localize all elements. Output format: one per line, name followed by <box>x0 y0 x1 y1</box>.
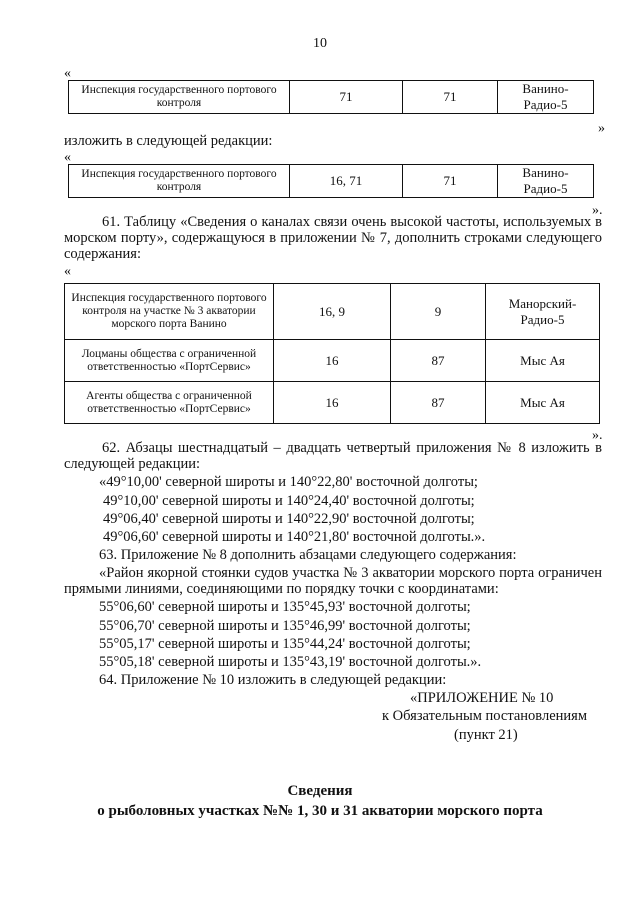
table-row <box>69 81 594 114</box>
section-heading: Сведения <box>287 783 353 799</box>
channel-cell: 71 <box>403 165 498 198</box>
coord-line: 49°10,00' северной широты и 140°24,40' восточной долготы; <box>103 493 475 509</box>
close-quote: ». <box>592 428 603 443</box>
coord-line: 49°06,40' северной широты и 140°22,90' восточной долготы; <box>103 511 475 527</box>
callsign-cell: Мыс Ая <box>486 340 600 382</box>
replace-phrase: изложить в следующей редакции: <box>64 133 273 149</box>
coord-line: 55°05,17' северной широты и 135°44,24' восточной долготы; <box>99 636 471 652</box>
callsign-cell: Ванино-Радио-5 <box>498 81 594 114</box>
channel-cell: 71 <box>290 81 403 114</box>
channel-cell: 9 <box>391 284 486 340</box>
channel-cell: 16 <box>274 340 391 382</box>
paragraph-62: 62. Абзацы шестнадцатый – двадцать четвертый приложения № 8 изложить в следующей редакции: <box>64 440 602 472</box>
station-name-cell: Инспекция государственного портового контроля на участке № 3 акватории морского порта Ванино <box>65 284 274 340</box>
coord-line: 55°06,60' северной широты и 135°45,93' восточной долготы; <box>99 599 471 615</box>
appendix-clause: (пункт 21) <box>454 727 518 743</box>
close-quote: » <box>598 121 605 136</box>
paragraph-64: 64. Приложение № 10 изложить в следующей редакции: <box>99 672 447 688</box>
paragraph-61: 61. Таблицу «Сведения о каналах связи очень высокой частоты, используемых в морском порту», содержащуюся в приложении № 7, дополнить строками следующего содержания: <box>64 214 602 262</box>
section-subheading: о рыболовных участках №№ 1, 30 и 31 акватории морского порта <box>97 803 543 819</box>
channel-cell: 87 <box>391 382 486 424</box>
station-name-cell: Агенты общества с ограниченной ответственностью «ПортСервис» <box>65 382 274 424</box>
table-row <box>65 382 600 424</box>
callsign-cell: Манорский-Радио-5 <box>486 284 600 340</box>
coord-line: 55°06,70' северной широты и 135°46,99' восточной долготы; <box>99 618 471 634</box>
channel-cell: 87 <box>391 340 486 382</box>
table-add <box>64 283 600 424</box>
open-quote: « <box>64 264 71 279</box>
callsign-cell: Ванино-Радио-5 <box>498 165 594 198</box>
channel-cell: 16 <box>274 382 391 424</box>
open-quote: « <box>64 150 71 165</box>
station-name-cell: Инспекция государственного портового контроля <box>69 165 290 198</box>
close-quote: ». <box>592 203 603 218</box>
station-name-cell: Лоцманы общества с ограниченной ответственностью «ПортСервис» <box>65 340 274 382</box>
paragraph-63: 63. Приложение № 8 дополнить абзацами следующего содержания: <box>99 547 517 563</box>
table-row <box>65 284 600 340</box>
page-number: 10 <box>313 36 327 51</box>
table-before <box>68 80 594 114</box>
open-quote: « <box>64 66 71 81</box>
coord-line: «49°10,00' северной широты и 140°22,80' восточной долготы; <box>99 474 478 490</box>
table-row <box>65 340 600 382</box>
coord-line: 55°05,18' северной широты и 135°43,19' восточной долготы.». <box>99 654 482 670</box>
station-name-cell: Инспекция государственного портового контроля <box>69 81 290 114</box>
coord-line: 49°06,60' северной широты и 140°21,80' восточной долготы.». <box>103 529 486 545</box>
channel-cell: 16, 9 <box>274 284 391 340</box>
table-after <box>68 164 594 198</box>
appendix-subtitle: к Обязательным постановлениям <box>382 708 587 724</box>
callsign-cell: Мыс Ая <box>486 382 600 424</box>
paragraph-63-text: «Район якорной стоянки судов участка № 3 акватории морского порта ограничен прямыми линиями, соединяющими по порядку точки с координатами: <box>64 565 602 597</box>
channel-cell: 71 <box>403 81 498 114</box>
channel-cell: 16, 71 <box>290 165 403 198</box>
table-row <box>69 165 594 198</box>
appendix-title: «ПРИЛОЖЕНИЕ № 10 <box>410 690 554 706</box>
